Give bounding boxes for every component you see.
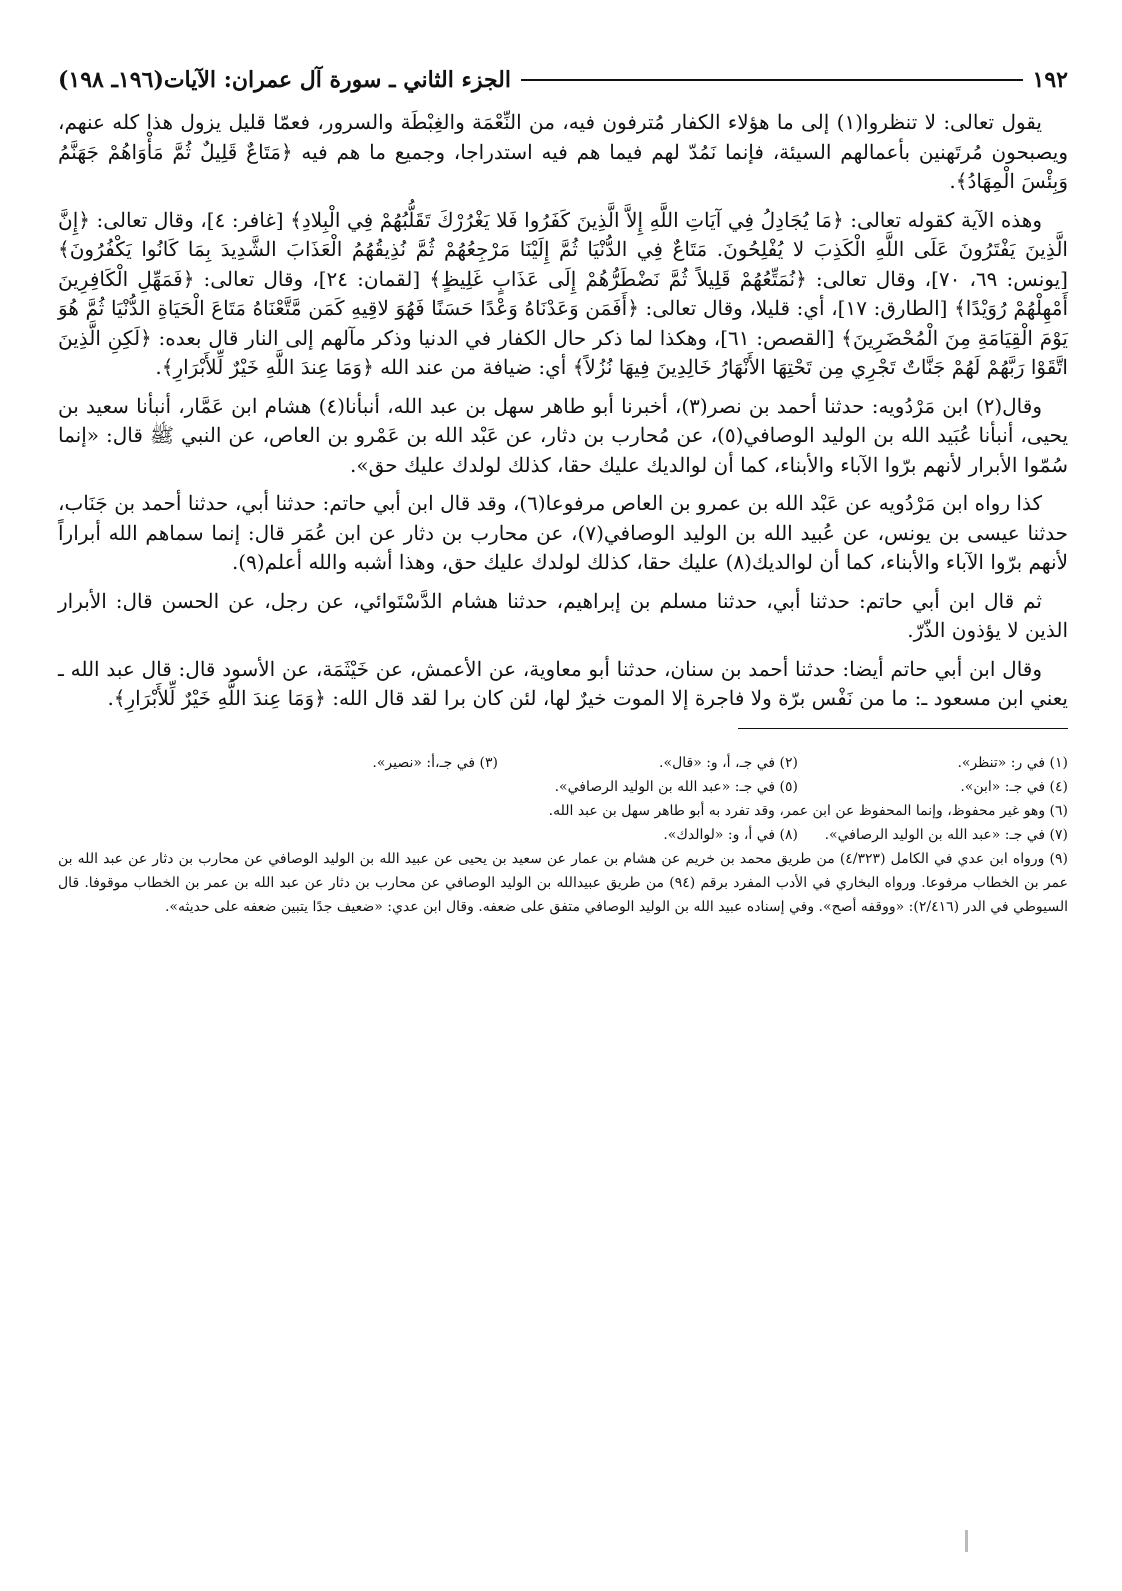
footnote-separator [738, 728, 1068, 729]
footnotes [58, 751, 1068, 919]
footnote-3: (٣) في جـ،أ: «نصير». [372, 754, 498, 771]
footnote-5: (٥) في جـ: «عبد الله بن الوليد الرصافي». [554, 778, 798, 795]
main-text [58, 108, 1068, 714]
footnote-2: (٢) في جـ، أ، و: «قال». [659, 754, 798, 771]
book-page [58, 60, 1068, 919]
footnote-6: (٦) وهو غير محفوظ، وإنما المحفوظ عن ابن عمر، وقد تفرد به أبو طاهر سهل بن عبد الله. [548, 802, 1068, 819]
paragraph: يقول تعالى: لا تنظروا(١) إلى ما هؤلاء الكفار مُترفون فيه، من النِّعْمَة والغِبْطَة والسرور، فعمّا قليل يزول هذا كله عنهم، ويصبحون مُرتَهنين بأعمالهم السيئة، فإنما نَمُدّ لهم فيما هم فيه استدراجا، وجميع ما هم فيه ﴿مَتَاعٌ قَلِيلٌ ثُمَّ مَأْوَاهُمْ جَهَنَّمُ وَبِئْسَ الْمِهَادُ﴾. [58, 110, 1068, 193]
paragraph: وهذه الآية كقوله تعالى: ﴿مَا يُجَادِلُ فِي آيَاتِ اللَّهِ إِلاَّ الَّذِينَ كَفَرُوا فَلا يَغْرُرْكَ تَقَلُّبُهُمْ فِي الْبِلادِ﴾ [غافر: ٤]، وقال تعالى: ﴿إِنَّ الَّذِينَ يَفْتَرُونَ عَلَى اللَّهِ الْكَذِبَ لا يُفْلِحُونَ. مَتَاعٌ فِي الدُّنْيَا ثُمَّ إِلَيْنَا مَرْجِعُهُمْ ثُمَّ نُذِيقُهُمُ الْعَذَابَ الشَّدِيدَ بِمَا كَانُوا يَكْفُرُونَ﴾ [يونس: ٦٩، ٧٠]، وقال تعالى: ﴿نُمَتِّعُهُمْ قَلِيلاً ثُمَّ نَضْطَرُّهُمْ إِلَى عَذَابٍ غَلِيظٍ﴾ [لقمان: ٢٤]، وقال تعالى: ﴿فَمَهِّلِ الْكَافِرِينَ أَمْهِلْهُمْ رُوَيْدًا﴾ [الطارق: ١٧]، أي: قليلا، وقال تعالى: ﴿أَفَمَن وَعَدْنَاهُ وَعْدًا حَسَنًا فَهُوَ لاقِيهِ كَمَن مَّتَّعْنَاهُ مَتَاعَ الْحَيَاةِ الدُّنْيَا ثُمَّ هُوَ يَوْمَ الْقِيَامَةِ مِنَ الْمُحْضَرِينَ﴾ [القصص: ٦١]، وهكذا لما ذكر حال الكفار في الدنيا وذكر مآلهم إلى النار قال بعده: ﴿لَكِنِ الَّذِينَ اتَّقَوْا رَبَّهُمْ لَهُمْ جَنَّاتٌ تَجْرِي مِن تَحْتِهَا الأَنْهَارُ خَالِدِينَ فِيهَا نُزُلاً﴾ أي: ضيافة من عند الله ﴿وَمَا عِندَ اللَّهِ خَيْرٌ لِّلأَبْرَارِ﴾. [58, 207, 1068, 379]
running-header [58, 60, 1068, 100]
running-title: الجزء الثاني ـ سورة آل عمران: الآيات(١٩٦ـ ١٩٨) [58, 67, 511, 93]
footnote-4: (٤) في جـ: «ابن». [960, 778, 1068, 795]
paragraph: وقال ابن أبي حاتم أيضا: حدثنا أحمد بن سنان، حدثنا أبو معاوية، عن الأعمش، عن خَيْثَمَة، عن الأسود قال: قال عبد الله ـ يعني ابن مسعود ـ: ما من نَفْس برّة ولا فاجرة إلا الموت خيرٌ لها، لئن كان برا لقد قال الله: ﴿وَمَا عِندَ اللَّهِ خَيْرٌ لِّلأَبْرَارِ﴾. [58, 656, 1068, 710]
footnote-row [58, 751, 1068, 775]
paragraph: وقال(٢) ابن مَرْدُويه: حدثنا أحمد بن نصر(٣)، أخبرنا أبو طاهر سهل بن عبد الله، أنبأنا(٤) هشام ابن عَمَّار، أنبأنا سعيد بن يحيى، أنبأنا عُبَيد الله بن الوليد الوصافي(٥)، عن مُحارب بن دثار، عن عَبْد الله بن عَمْرو بن العاص، عن النبي ﷺ قال: «إنما سُمّوا الأبرار لأنهم برّوا الآباء والأبناء، كما أن لوالديك عليك حقا، كذلك لولدك عليك حق». [58, 393, 1069, 477]
paragraph: ثم قال ابن أبي حاتم: حدثنا أبي، حدثنا مسلم بن إبراهيم، حدثنا هشام الدَّسْتَوائي، عن رجل، عن الحسن قال: الأبرار الذين لا يؤذون الذّرّ. [58, 588, 1068, 642]
scan-mark [965, 1530, 968, 1552]
paragraph: كذا رواه ابن مَرْدُويه عن عَبْد الله بن عمرو بن العاص مرفوعا(٦)، وقد قال ابن أبي حاتم: حدثنا أبي، حدثنا أحمد بن جَنَاب، حدثنا عيسى بن يونس، عن عُبيد الله بن الوليد الوصافي(٧)، عن محارب بن دثار عن ابن عُمَر قال: إنما سماهم الله أبراراً لأنهم برّوا الآباء والأبناء، كما أن لوالديك(٨) عليك حقا، كذلك لولدك عليك حق، وهذا أشبه والله أعلم(٩). [58, 491, 1069, 574]
footnote-9: (٩) ورواه ابن عدي في الكامل (٤/٣٢٣) من طريق محمد بن خريم عن هشام بن عمار عن سعيد بن يحيى عن عبيد الله بن الوليد الوصافي عن محارب بن دثار عن عبد الله بن عمر بن الخطاب مرفوعا. ورواه البخاري في الأدب المفرد برقم (٩٤) من طريق عبيدالله بن الوليد الوصافي عن محارب بن دثار عن عبد الله بن عمر بن الخطاب موقوفا. قال السيوطي في الدر (٢/٤١٦): «ووقفه أصح». وفي إسناده عبيد الله بن الوليد الوصافي متفق على ضعفه. وقال ابن عدي: «ضعيف جدًا يتبين ضعفه على حديثه». [58, 850, 1068, 915]
footnote-7: (٧) في جـ: «عبد الله بن الوليد الرصافي». [824, 826, 1068, 843]
header-rule [521, 79, 1023, 81]
footnote-row [58, 823, 1068, 847]
page-number: ١٩٢ [1032, 67, 1068, 93]
footnote-8: (٨) في أ، و: «لوالدك». [663, 826, 798, 843]
footnote-1: (١) في ر: «تنظر». [957, 754, 1068, 771]
footnote-row [58, 775, 1068, 799]
